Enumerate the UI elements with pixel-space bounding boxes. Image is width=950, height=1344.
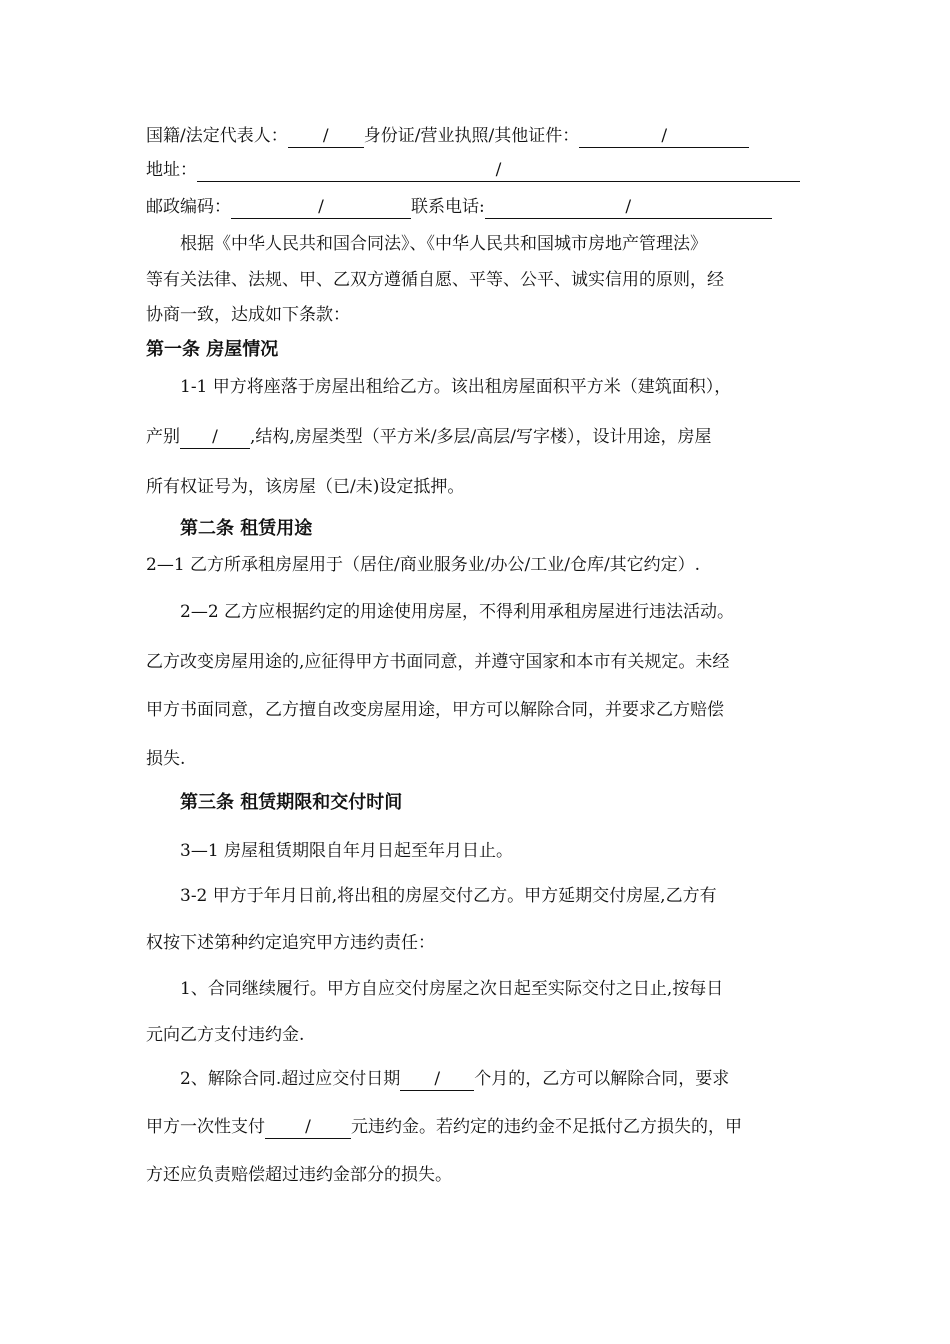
article3-title: 第三条 租赁期限和交付时间 — [180, 792, 403, 813]
postal-blank[interactable]: / — [231, 196, 411, 219]
article2-p2-line3: 甲方书面同意，乙方擅自改变房屋用途，甲方可以解除合同，并要求乙方赔偿 — [146, 700, 724, 720]
article3-item2-line2 — [146, 1115, 742, 1139]
article2-p1: 2—1 乙方所承租房屋用于（居住/商业服务业/办公/工业/仓库/其它约定）. — [146, 555, 701, 575]
article3-item1-line1: 1、合同继续履行。甲方自应交付房屋之次日起至实际交付之日止,按每日 — [180, 979, 724, 999]
overdue-months-blank[interactable]: / — [400, 1068, 474, 1091]
overdue-suffix: 个月的，乙方可以解除合同，要求 — [474, 1069, 730, 1089]
nationality-row — [146, 124, 749, 148]
id-label: 身份证/营业执照/其他证件： — [363, 126, 580, 146]
penalty-amount-blank[interactable]: / — [265, 1116, 351, 1139]
property-type-label: 产别 — [146, 427, 180, 447]
structure-text: ,结构,房屋类型（平方米/多层/高层/写字楼），设计用途，房屋 — [250, 427, 712, 447]
nationality-blank[interactable]: / — [288, 125, 364, 148]
article2-p2-line2: 乙方改变房屋用途的,应征得甲方书面同意，并遵守国家和本市有关规定。未经 — [146, 652, 730, 672]
article1-p1-line2 — [146, 425, 712, 449]
id-blank[interactable]: / — [579, 125, 749, 148]
nationality-label: 国籍/法定代表人： — [146, 126, 288, 146]
phone-label: 联系电话: — [411, 197, 485, 217]
address-blank[interactable]: / — [197, 159, 800, 182]
address-label: 地址： — [146, 160, 197, 180]
intro-line-3: 协商一致，达成如下条款： — [146, 305, 350, 325]
address-row — [146, 158, 800, 182]
article3-p2-line2: 权按下述第种约定追究甲方违约责任： — [146, 933, 435, 953]
property-type-blank[interactable]: / — [180, 426, 250, 449]
postal-label: 邮政编码： — [146, 197, 231, 217]
article1-title: 第一条 房屋情况 — [146, 339, 279, 360]
article3-p2-line1: 3-2 甲方于年月日前,将出租的房屋交付乙方。甲方延期交付房屋,乙方有 — [180, 886, 717, 906]
article2-p2-line1: 2—2 乙方应根据约定的用途使用房屋，不得利用承租房屋进行违法活动。 — [180, 602, 735, 622]
article1-p1-line3: 所有权证号为，该房屋（已/未)设定抵押。 — [146, 477, 465, 497]
penalty-text: 甲方一次性支付 — [146, 1117, 265, 1137]
article3-item2-line1 — [180, 1067, 729, 1091]
article3-p1: 3—1 房屋租赁期限自年月日起至年月日止。 — [180, 841, 514, 861]
article1-p1-line1: 1-1 甲方将座落于房屋出租给乙方。该出租房屋面积平方米（建筑面积）， — [180, 377, 732, 397]
article3-item1-line2: 元向乙方支付违约金. — [146, 1025, 305, 1045]
article2-title: 第二条 租赁用途 — [180, 518, 313, 539]
article2-p2-line4: 损失. — [146, 749, 186, 769]
postal-row — [146, 195, 772, 219]
article3-item2-line3: 方还应负责赔偿超过违约金部分的损失。 — [146, 1165, 452, 1185]
intro-line-1: 根据《中华人民共和国合同法》、《中华人民共和国城市房地产管理法》 — [180, 234, 707, 254]
overdue-text: 2、解除合同.超过应交付日期 — [180, 1069, 401, 1089]
phone-blank[interactable]: / — [485, 196, 772, 219]
intro-line-2: 等有关法律、法规、甲、乙双方遵循自愿、平等、公平、诚实信用的原则，经 — [146, 270, 724, 290]
penalty-suffix: 元违约金。若约定的违约金不足抵付乙方损失的，甲 — [351, 1117, 742, 1137]
